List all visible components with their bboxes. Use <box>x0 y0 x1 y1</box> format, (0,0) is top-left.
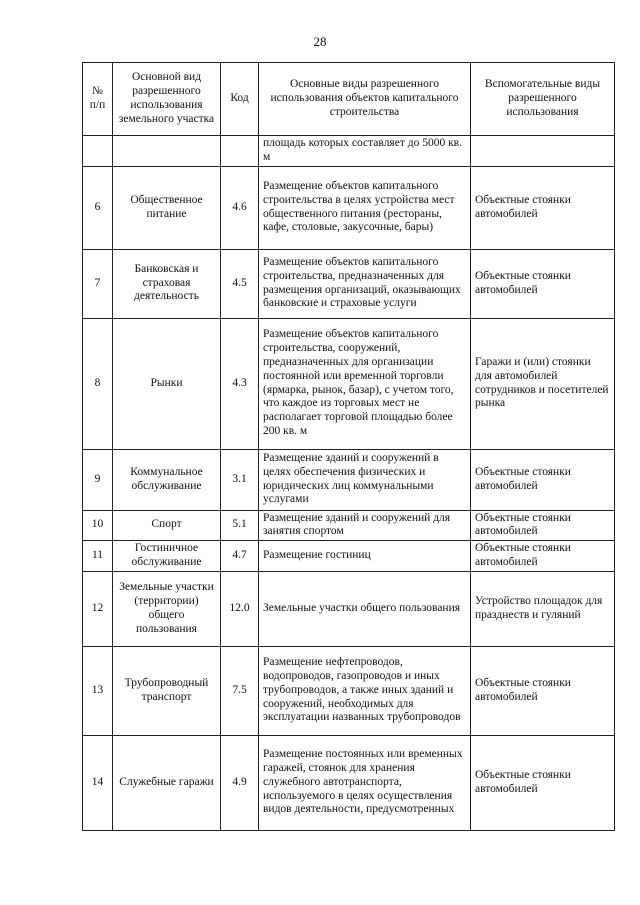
row-code: 5.1 <box>221 510 259 541</box>
table-row <box>83 646 615 735</box>
row-use-type: Рынки <box>113 318 221 449</box>
table-row <box>83 318 615 449</box>
row-number: 9 <box>83 449 113 510</box>
row-number: 14 <box>83 735 113 830</box>
table-row <box>83 571 615 646</box>
land-use-table <box>82 62 615 831</box>
table-header-row <box>83 63 615 136</box>
row-description: Размещение нефтепроводов, водопроводов, газопроводов и иных трубопроводов, а также иных зданий и сооружений, необходимых для эксплуатации названных трубопроводов <box>259 646 471 735</box>
row-number: 7 <box>83 249 113 318</box>
header-main-use-type: Основной вид разрешенного использования земельного участка <box>113 63 221 136</box>
row-code: 4.9 <box>221 735 259 830</box>
row-code: 7.5 <box>221 646 259 735</box>
row-code: 4.6 <box>221 166 259 249</box>
row-auxiliary: Объектные стоянки автомобилей <box>471 449 615 510</box>
row-number: 12 <box>83 571 113 646</box>
row-code: 4.5 <box>221 249 259 318</box>
table-row <box>83 249 615 318</box>
row-use-type <box>113 136 221 167</box>
row-code: 3.1 <box>221 449 259 510</box>
row-description: Размещение гостиниц <box>259 541 471 572</box>
table-row <box>83 735 615 830</box>
row-description: Размещение постоянных или временных гаражей, стоянок для хранения служебного автотранспорта, используемого в целях осуществления видов деятельности, предусмотренных <box>259 735 471 830</box>
row-code <box>221 136 259 167</box>
row-number: 8 <box>83 318 113 449</box>
header-capital-construction-uses: Основные виды разрешенного использования объектов капитального строительства <box>259 63 471 136</box>
row-use-type: Служебные гаражи <box>113 735 221 830</box>
row-auxiliary: Объектные стоянки автомобилей <box>471 646 615 735</box>
row-use-type: Общественное питание <box>113 166 221 249</box>
row-number: 13 <box>83 646 113 735</box>
row-auxiliary: Гаражи и (или) стоянки для автомобилей сотрудников и посетителей рынка <box>471 318 615 449</box>
table-row <box>83 510 615 541</box>
row-code: 12.0 <box>221 571 259 646</box>
row-number: 10 <box>83 510 113 541</box>
table-row <box>83 449 615 510</box>
row-code: 4.3 <box>221 318 259 449</box>
row-use-type: Гостиничное обслуживание <box>113 541 221 572</box>
row-number <box>83 136 113 167</box>
row-auxiliary: Объектные стоянки автомобилей <box>471 735 615 830</box>
row-number: 11 <box>83 541 113 572</box>
row-use-type: Спорт <box>113 510 221 541</box>
row-auxiliary <box>471 136 615 167</box>
row-description: Размещение объектов капитального строительства, предназначенных для размещения организаций, оказывающих банковские и страховые услуги <box>259 249 471 318</box>
row-description: Размещение зданий и сооружений в целях обеспечения физических и юридических лиц коммунальными услугами <box>259 449 471 510</box>
row-auxiliary: Объектные стоянки автомобилей <box>471 510 615 541</box>
header-code: Код <box>221 63 259 136</box>
row-description: Размещение зданий и сооружений для занятия спортом <box>259 510 471 541</box>
header-number: № п/п <box>83 63 113 136</box>
row-auxiliary: Устройство площадок для празднеств и гуляний <box>471 571 615 646</box>
row-use-type: Трубопроводный транспорт <box>113 646 221 735</box>
row-use-type: Коммунальное обслуживание <box>113 449 221 510</box>
page-number: 28 <box>313 34 327 49</box>
table-row <box>83 541 615 572</box>
table-row <box>83 136 615 167</box>
row-description: Земельные участки общего пользования <box>259 571 471 646</box>
row-auxiliary: Объектные стоянки автомобилей <box>471 541 615 572</box>
row-description: Размещение объектов капитального строительства в целях устройства мест общественного питания (рестораны, кафе, столовые, закусочные, бары) <box>259 166 471 249</box>
row-use-type: Банковская и страховая деятельность <box>113 249 221 318</box>
row-code: 4.7 <box>221 541 259 572</box>
header-auxiliary-uses: Вспомогательные виды разрешенного использования <box>471 63 615 136</box>
row-number: 6 <box>83 166 113 249</box>
row-auxiliary: Объектные стоянки автомобилей <box>471 249 615 318</box>
row-use-type: Земельные участки (территории) общего пользования <box>113 571 221 646</box>
row-description: площадь которых составляет до 5000 кв. м <box>259 136 471 167</box>
row-description: Размещение объектов капитального строительства, сооружений, предназначенных для организации постоянной или временной торговли (ярмарка, рынок, базар), с учетом того, что каждое из торговых мест не располагает торговой площадью более 200 кв. м <box>259 318 471 449</box>
row-auxiliary: Объектные стоянки автомобилей <box>471 166 615 249</box>
table-row <box>83 166 615 249</box>
